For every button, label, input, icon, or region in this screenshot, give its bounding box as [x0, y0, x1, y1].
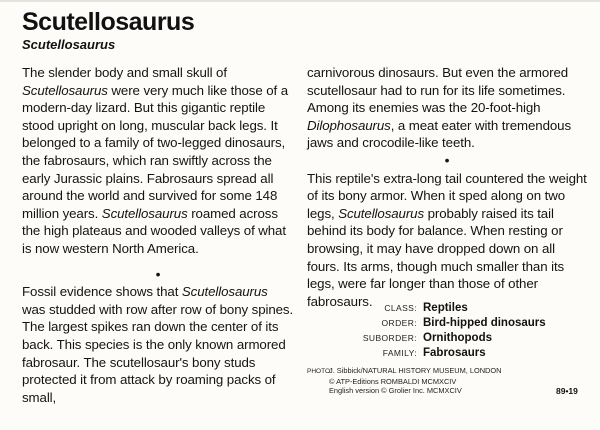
left-paragraph-1: The slender body and small skull of Scutellosaurus were very much like those of a modern-day lizard. But this gigantic reptile stood upright on long, muscular back legs. It belonged to a family of two-legged dinosaurs, the fabrosaurs, which ran swiftly across the early Jurassic plains. Fabrosaurs spread all around the world and survived for some 148 million years. Scutellosaurus roamed across the high plateaus and wooded valleys of what is now western North America.: [22, 65, 289, 256]
classification-table: [335, 301, 546, 361]
credit-line-3: English version © Grolier Inc. MCMXCIV: [329, 386, 462, 396]
class-value: Reptiles: [423, 302, 468, 314]
classification-row: [335, 331, 546, 346]
order-label: ORDER:: [381, 318, 417, 328]
photo-label: PHOTO:: [307, 368, 332, 375]
classification-row: [335, 346, 546, 361]
family-label: FAMILY:: [382, 348, 417, 358]
photo-credits: [307, 366, 501, 396]
suborder-value: Ornithopods: [423, 332, 492, 344]
right-column: [307, 64, 587, 310]
card-title: Scutellosaurus: [22, 8, 195, 36]
credit-line-2: © ATP-Editions ROMBALDI MCMXCIV: [329, 376, 457, 386]
classification-row: [335, 316, 546, 331]
card-subtitle: Scutellosaurus: [22, 37, 116, 52]
section-bullet: •: [155, 265, 161, 282]
right-paragraph-1: carnivorous dinosaurs. But even the armored scutellosaur had to run for its life sometimes. Among its enemies was the 20-foot-high Dilophosaurus, a meat eater with tremendous jaws and crocodile-like teeth.: [307, 65, 571, 151]
credit-line-1: J. Sibbick/NATURAL HISTORY MUSEUM, LONDON: [329, 366, 502, 375]
classification-row: [335, 301, 546, 316]
section-bullet: •: [444, 151, 450, 168]
card-number: 89•19: [556, 386, 578, 396]
family-value: Fabrosaurs: [423, 347, 486, 359]
right-paragraph-2: This reptile's extra-long tail countered the weight of its bony armor. When it sped along on two legs, Scutellosaurus probably raised its tail behind its body for balance. When resting or browsing, it may have dropped down on all fours. Its arms, though much smaller than its legs, were far longer than those of other fabrosaurs.: [307, 170, 587, 309]
top-rule: [0, 0, 600, 2]
left-paragraph-2: Fossil evidence shows that Scutellosaurus was studded with row after row of bony spines. The largest spikes ran down the center of its back. This species is the only known armored fabrosaur. The scutellosaur's bony studs protected it from attack by roaming packs of small,: [22, 284, 294, 405]
order-value: Bird-hipped dinosaurs: [423, 317, 546, 329]
left-column: [22, 64, 294, 406]
suborder-label: SUBORDER:: [362, 333, 417, 343]
class-label: CLASS:: [384, 303, 417, 313]
